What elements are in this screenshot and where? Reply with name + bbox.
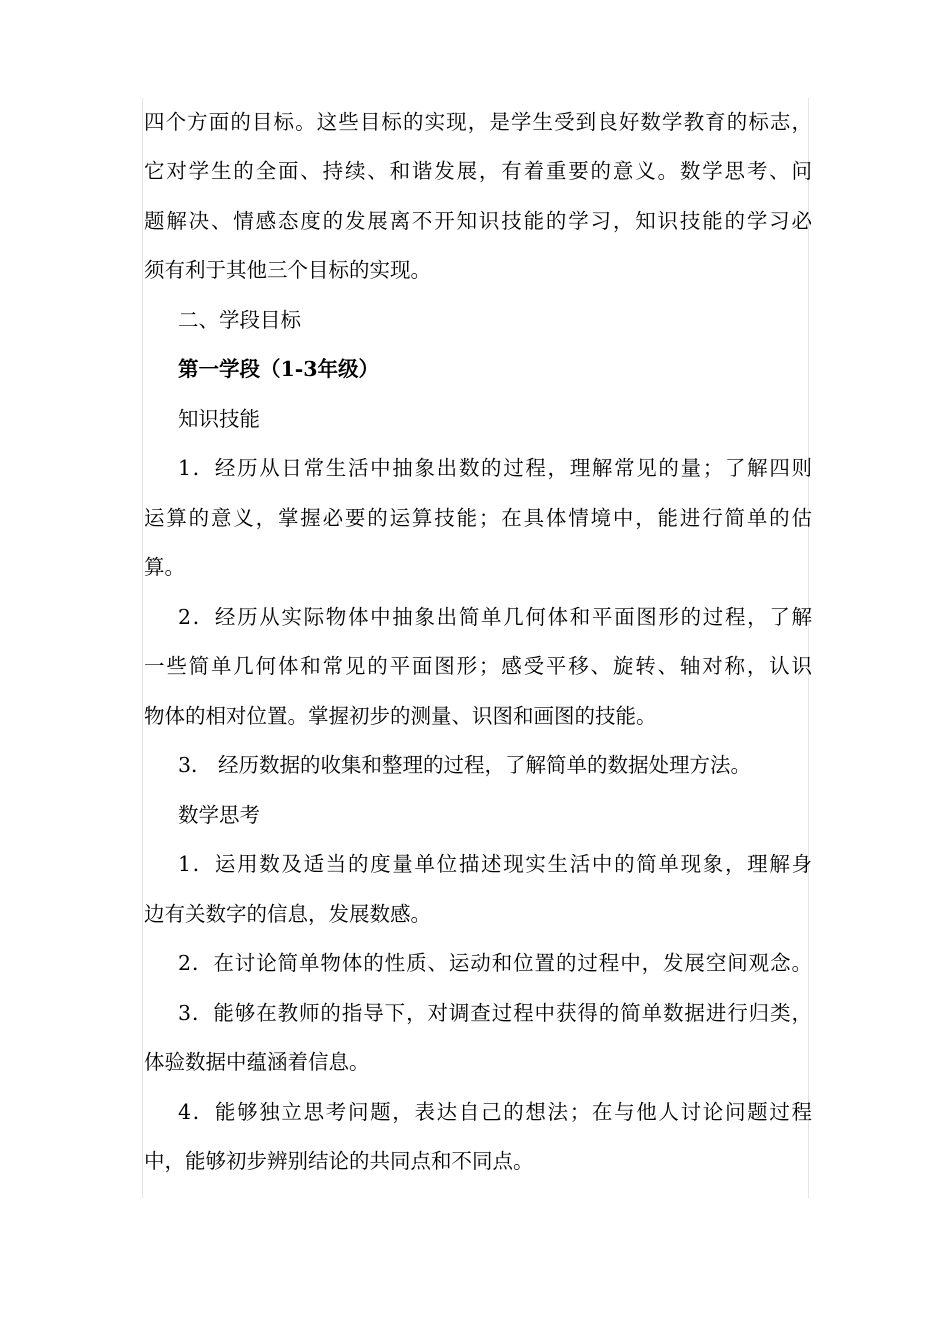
paragraph-line-3: 题解决、情感态度的发展离不开知识技能的学习，知识技能的学习必 xyxy=(144,209,812,233)
item-knowledge-1-line-1: 1．经历从日常生活中抽象出数的过程，理解常见的量；了解四则 xyxy=(178,456,812,480)
item-thinking-4-line-2: 中，能够初步辨别结论的共同点和不同点。 xyxy=(144,1149,534,1173)
item-knowledge-2-line-1: 2．经历从实际物体中抽象出简单几何体和平面图形的过程，了解 xyxy=(178,605,812,629)
item-thinking-3-line-1: 3．能够在教师的指导下，对调查过程中获得的简单数据进行归类， xyxy=(178,1001,812,1025)
stage-heading: 第一学段（1-3年级） xyxy=(178,357,380,381)
item-thinking-1-line-1: 1．运用数及适当的度量单位描述现实生活中的简单现象，理解身 xyxy=(178,852,812,876)
item-thinking-4-line-1: 4．能够独立思考问题，表达自己的想法；在与他人讨论问题过程 xyxy=(178,1100,812,1124)
subheading-math-thinking: 数学思考 xyxy=(178,803,260,827)
paragraph-line-2: 它对学生的全面、持续、和谐发展，有着重要的意义。数学思考、问 xyxy=(144,159,812,183)
paragraph-line-4: 须有利于其他三个目标的实现。 xyxy=(144,258,431,282)
item-knowledge-2-line-3: 物体的相对位置。掌握初步的测量、识图和画图的技能。 xyxy=(144,704,657,728)
section-heading: 二、学段目标 xyxy=(178,308,301,332)
item-knowledge-3: 3． 经历数据的收集和整理的过程，了解简单的数据处理方法。 xyxy=(178,753,752,777)
item-knowledge-2-line-2: 一些简单几何体和常见的平面图形；感受平移、旋转、轴对称，认识 xyxy=(144,654,812,678)
item-knowledge-1-line-2: 运算的意义，掌握必要的运算技能；在具体情境中，能进行简单的估 xyxy=(144,506,812,530)
page-frame-left-border xyxy=(142,98,143,1198)
item-knowledge-1-line-3: 算。 xyxy=(144,555,185,579)
item-thinking-3-line-2: 体验数据中蕴涵着信息。 xyxy=(144,1050,370,1074)
subheading-knowledge-skills: 知识技能 xyxy=(178,407,260,431)
item-thinking-1-line-2: 边有关数字的信息，发展数感。 xyxy=(144,902,431,926)
item-thinking-2: 2．在讨论简单物体的性质、运动和位置的过程中，发展空间观念。 xyxy=(178,951,812,975)
paragraph-line-1: 四个方面的目标。这些目标的实现，是学生受到良好数学教育的标志， xyxy=(144,110,812,134)
